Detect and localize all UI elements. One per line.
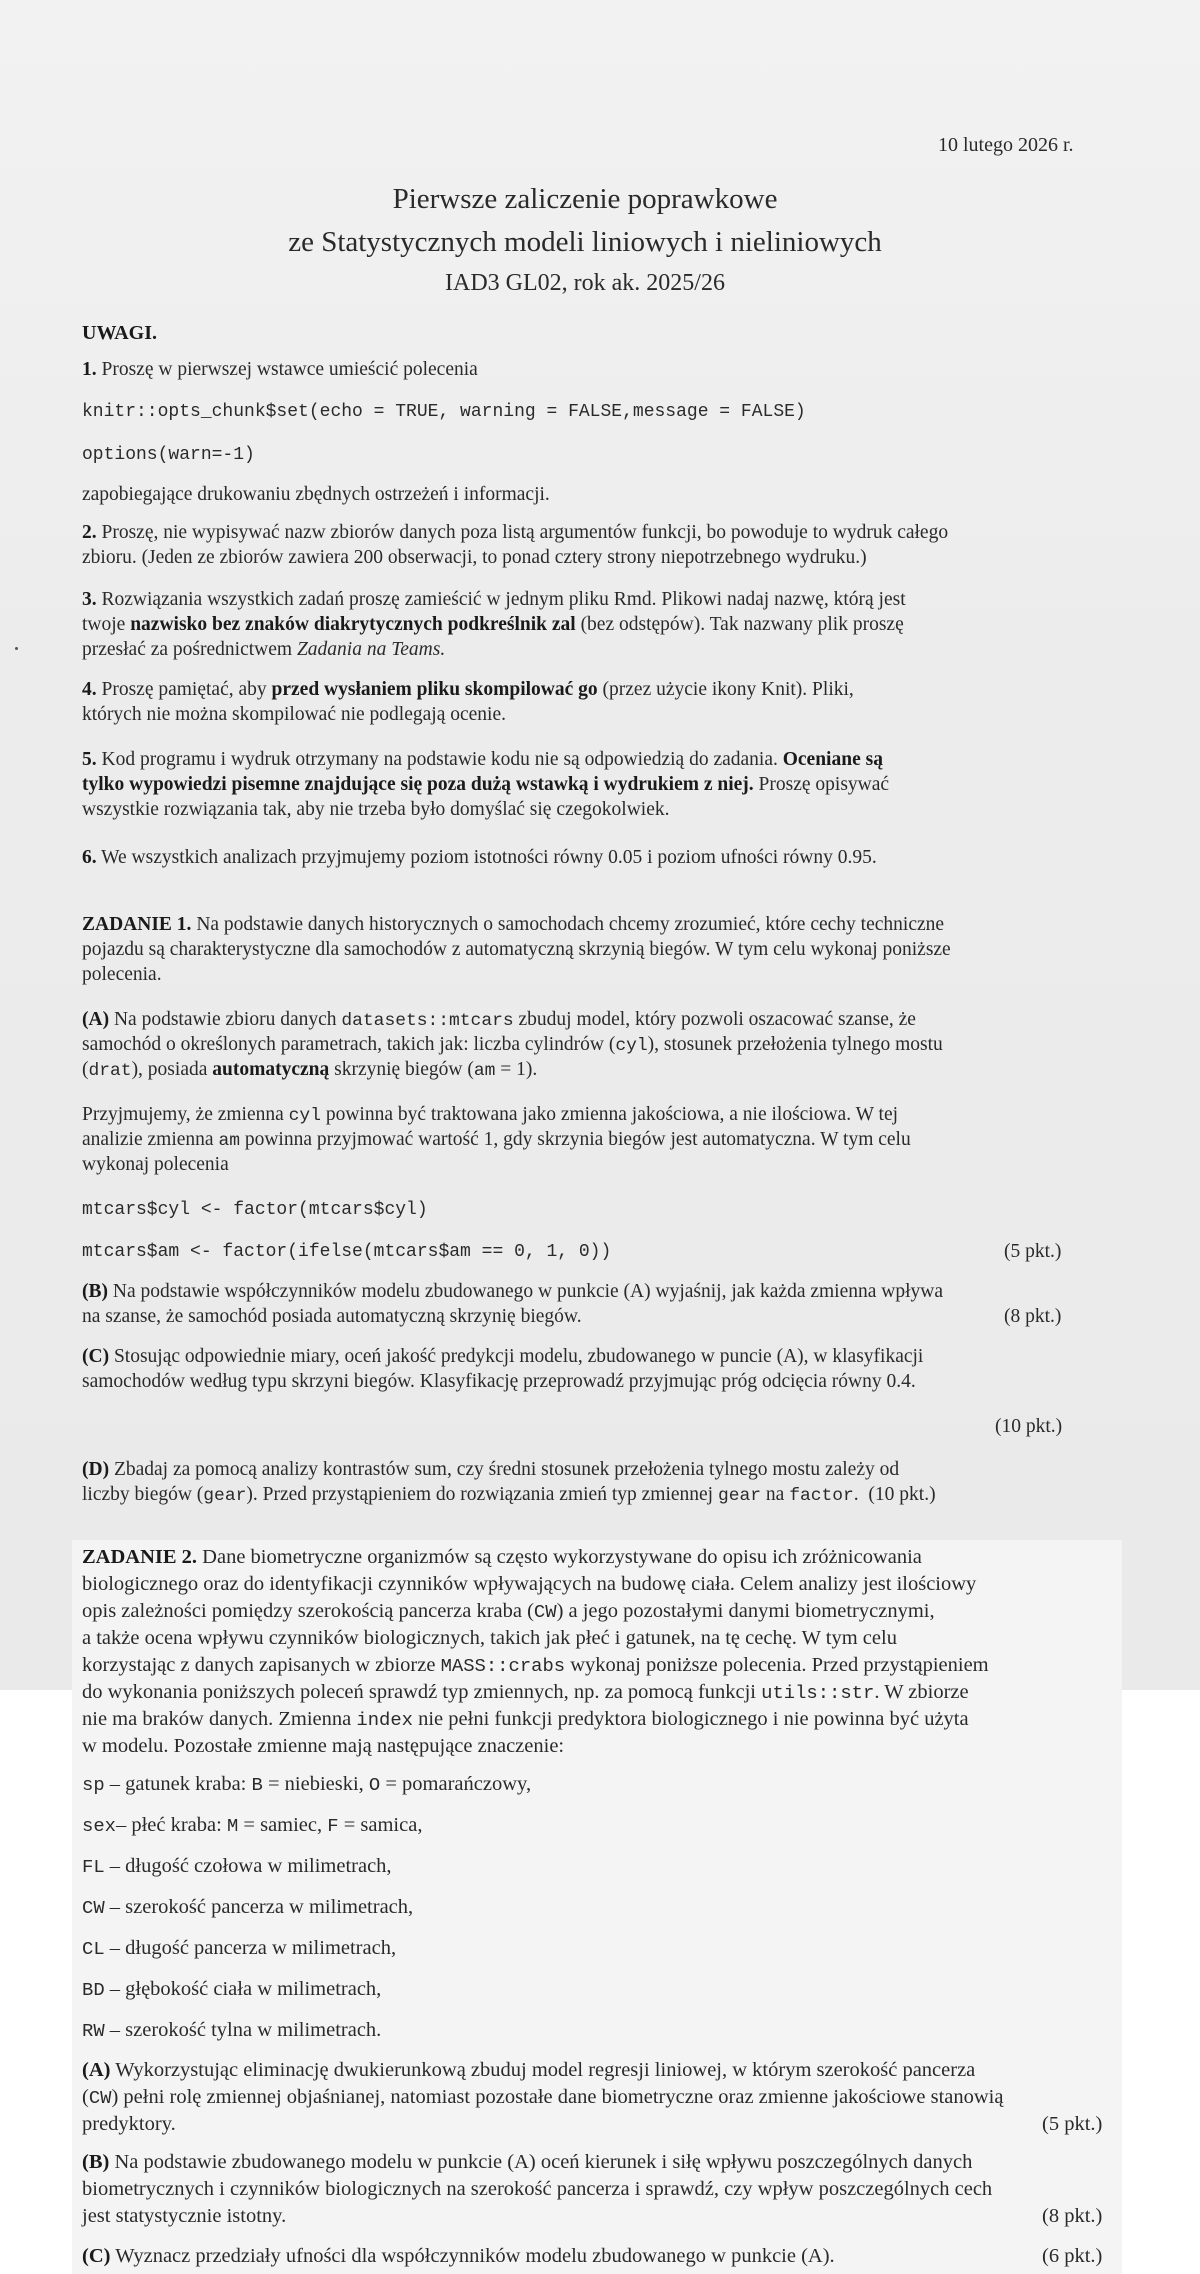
- variable-bd: [82, 1976, 381, 2003]
- variable-desc: – szerokość pancerza w milimetrach,: [104, 1896, 414, 1918]
- subtask-label: (B): [82, 2151, 110, 2173]
- variable-rw: [82, 2017, 381, 2044]
- task-2a-line-3: predyktory.: [82, 2113, 176, 2135]
- variable-cw: [82, 1894, 413, 1921]
- task-text: wykonaj poniższe polecenia. Przed przystąpieniem: [570, 1654, 989, 1676]
- code-inline: CW: [88, 2087, 112, 2109]
- variable-desc: – długość pancerza w milimetrach,: [104, 1937, 397, 1959]
- note-text: (przez użycie ikony Knit). Pliki,: [602, 679, 854, 700]
- task-text: (: [82, 2086, 89, 2108]
- task-1b-line-1: [82, 1280, 943, 1304]
- note-text: Proszę opisywać: [758, 774, 890, 795]
- code-line-cyl-factor: mtcars$cyl <- factor(mtcars$cyl): [82, 1200, 428, 1220]
- task-text: = 1).: [495, 1059, 538, 1080]
- code-inline: B: [251, 1774, 263, 1796]
- task-text: Zbadaj za pomocą analizy kontrastów sum, czy średni stosunek przełożenia tylnego mostu zależy od: [113, 1459, 900, 1480]
- task-text: Wyznacz przedziały ufności dla współczynników modelu zbudowanego w punkcie (A).: [115, 2245, 835, 2267]
- code-inline: cyl: [288, 1106, 321, 1126]
- note-5-line-2: [82, 773, 889, 797]
- task-text: ), posiada: [131, 1059, 208, 1080]
- code-inline: drat: [88, 1061, 132, 1081]
- code-inline: O: [368, 1774, 381, 1796]
- task-text: Dane biometryczne organizmów są często wykorzystywane do opisu ich zróżnicowania: [202, 1546, 922, 1568]
- task-text: nie pełni funkcji predyktora biologicznego i nie powinna być użyta: [418, 1708, 969, 1730]
- task-text: opis zależności pomiędzy szerokością pancerza kraba (: [82, 1600, 534, 1622]
- task-1-heading: ZADANIE 1.: [82, 914, 192, 935]
- note-5-line-1: [82, 748, 883, 772]
- task-2-line-3: [82, 1598, 935, 1625]
- variable-desc: – głębokość ciała w milimetrach,: [104, 1978, 382, 2000]
- note-text: twoje: [82, 614, 126, 635]
- task-text: Wykorzystując eliminację dwukierunkową zbuduj model regresji liniowej, w którym szerokość pancerza: [115, 2059, 976, 2081]
- code-line-knitr: knitr::opts_chunk$set(echo = TRUE, warning = FALSE,message = FALSE): [82, 402, 806, 422]
- code-inline: am: [473, 1061, 496, 1081]
- variable-desc: – szerokość tylna w milimetrach.: [104, 2019, 382, 2041]
- task-text: do wykonania poniższych poleceń sprawdź typ zmiennych, np. za pomocą funkcji: [82, 1681, 757, 1703]
- task-text: .: [853, 1484, 859, 1505]
- note-emphasis: Oceniane są: [782, 749, 883, 770]
- variable-code: sp: [82, 1774, 105, 1796]
- points-2c: (6 pkt.): [1042, 2245, 1103, 2267]
- variable-sp: [82, 1771, 531, 1798]
- code-inline: factor: [789, 1486, 854, 1506]
- task-2-line-5: [82, 1652, 989, 1679]
- variable-sex: [82, 1812, 422, 1839]
- code-inline: CW: [533, 1601, 557, 1623]
- task-text: liczby biegów (: [82, 1484, 204, 1505]
- code-inline: utils::str: [761, 1682, 875, 1704]
- task-1-intro-line-2: pojazdu są charakterystyczne dla samochodów z automatyczną skrzynią biegów. W tym celu wykonaj poniższe: [82, 939, 951, 960]
- code-inline: M: [226, 1815, 239, 1837]
- task-text: ) a jego pozostałymi danymi biometrycznymi,: [556, 1600, 935, 1622]
- variable-code: CW: [82, 1897, 105, 1919]
- code-inline: cyl: [615, 1036, 648, 1056]
- note-text: Proszę w pierwszej wstawce umieścić polecenia: [101, 359, 478, 380]
- task-2-line-4: a także ocena wpływu czynników biologicznych, takich jak płeć i gatunek, na tę cechę. W tym celu: [82, 1627, 897, 1649]
- code-inline: index: [356, 1709, 413, 1731]
- task-text: ). Przed przystąpieniem do rozwiązania zmień typ zmiennej: [246, 1484, 714, 1505]
- task-text: nie ma braków danych. Zmienna: [82, 1708, 352, 1730]
- subtask-label: (B): [82, 1281, 108, 1302]
- subtask-label: (C): [82, 1346, 110, 1367]
- code-inline: am: [218, 1131, 240, 1151]
- variable-code: BD: [82, 1979, 105, 2001]
- title-line-3: IAD3 GL02, rok ak. 2025/26: [445, 270, 725, 296]
- code-inline: F: [327, 1815, 339, 1837]
- task-text: Na podstawie współczynników modelu zbudowanego w punkcie (A) wyjaśnij, jak każda zmienna wpływa: [112, 1281, 944, 1302]
- subtask-label: (D): [82, 1459, 110, 1480]
- title-line-1: Pierwsze zaliczenie poprawkowe: [392, 183, 778, 215]
- task-2b-line-1: [82, 2149, 972, 2175]
- task-2-line-1: [82, 1544, 922, 1570]
- note-1-after: zapobiegające drukowaniu zbędnych ostrzeżeń i informacji.: [82, 484, 550, 505]
- variable-code: sex: [82, 1815, 116, 1837]
- task-2c-line-1: [82, 2243, 835, 2269]
- task-2a-line-2: [82, 2084, 1003, 2111]
- task-text: Na podstawie danych historycznych o samochodach chcemy zrozumieć, które cechy techniczne: [196, 914, 945, 935]
- task-text: (: [82, 1059, 89, 1080]
- task-text: analizie zmienna: [82, 1129, 214, 1150]
- task-text: Stosując odpowiednie miary, oceń jakość predykcji modelu, zbudowanego w puncie (A), w klasyfikacji: [113, 1346, 924, 1367]
- variable-code: CL: [82, 1938, 105, 1960]
- note-text: przesłać za pośrednictwem: [82, 639, 293, 660]
- points-2b: (8 pkt.): [1042, 2205, 1103, 2227]
- note-emphasis: nazwisko bez znaków diakrytycznych podkreślnik zal: [130, 614, 576, 635]
- note-6: [82, 846, 877, 870]
- note-text: We wszystkich analizach przyjmujemy poziom istotności równy 0.05 i poziom ufności równy 0.95.: [101, 847, 877, 868]
- note-number: 1.: [82, 359, 97, 380]
- note-text: Proszę pamiętać, aby: [101, 679, 267, 700]
- note-number: 4.: [82, 679, 97, 700]
- variable-desc: – płeć kraba:: [115, 1814, 227, 1836]
- note-2-line-2: zbioru. (Jeden ze zbiorów zawiera 200 obserwacji, to ponad cztery strony niepotrzebnego wydruku.): [82, 547, 867, 568]
- variable-desc: = samiec,: [238, 1814, 328, 1836]
- title-line-2: ze Statystycznych modeli liniowych i nieliniowych: [288, 226, 882, 258]
- document-date: 10 lutego 2026 r.: [938, 134, 1074, 156]
- task-text: zbuduj model, który pozwoli oszacować szanse, że: [518, 1009, 916, 1030]
- task-text: powinna być traktowana jako zmienna jakościowa, a nie ilościowa. W tej: [325, 1104, 899, 1125]
- variable-desc: = samica,: [338, 1814, 423, 1836]
- subtask-label: (A): [82, 2059, 111, 2081]
- points-1a: (5 pkt.): [1004, 1241, 1062, 1262]
- task-text: na: [765, 1484, 785, 1505]
- code-inline: datasets::mtcars: [341, 1011, 514, 1031]
- task-2-line-8: w modelu. Pozostałe zmienne mają następujące znaczenie:: [82, 1735, 565, 1757]
- variable-cl: [82, 1935, 396, 1962]
- variable-fl: [82, 1853, 392, 1880]
- code-inline: gear: [203, 1486, 247, 1506]
- task-emphasis: automatyczną: [212, 1059, 330, 1080]
- note-5-line-3: wszystkie rozwiązania tak, aby nie trzeba było domyślać się czegokolwiek.: [82, 799, 670, 820]
- task-1-assume-line-2: [82, 1128, 911, 1153]
- note-emphasis: przed wysłaniem pliku skompilować go: [271, 679, 598, 700]
- note-number: 2.: [82, 522, 97, 543]
- note-4-line-2: których nie można skompilować nie podlegają ocenie.: [82, 704, 506, 725]
- subtask-label: (C): [82, 2245, 111, 2267]
- code-inline: gear: [717, 1486, 762, 1506]
- task-text: powinna przyjmować wartość 1, gdy skrzynia biegów jest automatyczna. W tym celu: [244, 1129, 911, 1150]
- notes-heading-text: UWAGI.: [82, 322, 158, 344]
- note-text: (bez odstępów). Tak nazwany plik proszę: [580, 614, 904, 635]
- task-1b-line-2: na szanse, że samochód posiada automatyczną skrzynię biegów.: [82, 1306, 582, 1327]
- task-2b-line-3: jest statystycznie istotny.: [82, 2205, 287, 2227]
- task-text: korzystając z danych zapisanych w zbiorze: [82, 1654, 436, 1676]
- task-1c-line-2: samochodów według typu skrzyni biegów. Klasyfikację przeprowadź przyjmując próg odcięcia równy 0.4.: [82, 1371, 916, 1392]
- task-1-intro-line-1: [82, 913, 944, 937]
- task-2-line-7: [82, 1706, 969, 1733]
- note-1: [82, 358, 478, 382]
- note-3-line-1: [82, 588, 906, 612]
- points-2a: (5 pkt.): [1042, 2113, 1103, 2135]
- code-line-options: options(warn=-1): [82, 445, 255, 465]
- task-text: Na podstawie zbioru danych: [113, 1009, 337, 1030]
- note-3-line-3: [82, 638, 445, 662]
- task-2-line-6: [82, 1679, 969, 1706]
- task-2b-line-2: biometrycznych i czynników biologicznych na szerokość pancerza i sprawdź, czy wpływ poszczególnych cech: [82, 2178, 993, 2200]
- variable-desc: – gatunek kraba:: [104, 1773, 252, 1795]
- variable-code: RW: [82, 2020, 105, 2042]
- task-text: ), stosunek przełożenia tylnego mostu: [647, 1034, 943, 1055]
- note-emphasis: tylko wypowiedzi pisemne znajdujące się poza dużą wstawką i wydrukiem z niej.: [82, 774, 754, 795]
- task-1-intro-line-3: polecenia.: [82, 964, 162, 985]
- note-text: Proszę, nie wypisywać nazw zbiorów danych poza listą argumentów funkcji, bo powoduje to wydruk całego: [101, 522, 949, 543]
- note-italic: Zadania na Teams.: [296, 639, 446, 660]
- points-1b: (8 pkt.): [1004, 1306, 1062, 1327]
- points-1d: (10 pkt.): [868, 1484, 936, 1505]
- note-number: 5.: [82, 749, 97, 770]
- task-2a-line-1: [82, 2057, 975, 2083]
- task-1a-line-3: [82, 1058, 537, 1083]
- task-text: . W zbiorze: [874, 1681, 969, 1703]
- points-1c: (10 pkt.): [995, 1416, 1063, 1437]
- task-text: Przyjmujemy, że zmienna: [82, 1104, 284, 1125]
- task-text: samochód o określonych parametrach, takich jak: liczba cylindrów (: [82, 1034, 616, 1055]
- task-1-assume-line-1: [82, 1103, 898, 1128]
- note-3-line-2: [82, 613, 904, 637]
- variable-desc: = pomarańczowy,: [380, 1773, 532, 1795]
- task-1a-line-2: [82, 1033, 943, 1058]
- variable-desc: – długość czołowa w milimetrach,: [104, 1855, 392, 1877]
- task-1d-line-2: [82, 1483, 936, 1508]
- note-text: Kod programu i wydruk otrzymany na podstawie kodu nie są odpowiedzią do zadania.: [101, 749, 778, 770]
- scan-speck: [15, 647, 18, 650]
- variable-code: FL: [82, 1856, 105, 1878]
- task-text: skrzynię biegów (: [334, 1059, 474, 1080]
- note-text: Rozwiązania wszystkich zadań proszę zamieścić w jednym pliku Rmd. Plikowi nadaj nazwę, którą jest: [101, 589, 906, 610]
- task-1a-line-1: [82, 1008, 916, 1033]
- note-number: 6.: [82, 847, 97, 868]
- task-1c-line-1: [82, 1345, 923, 1369]
- code-inline: MASS::crabs: [440, 1655, 566, 1677]
- note-number: 3.: [82, 589, 97, 610]
- task-text: ) pełni rolę zmiennej objaśnianej, natomiast pozostałe dane biometryczne oraz zmienne jakościowe stanowią: [111, 2086, 1004, 2108]
- task-text: Na podstawie zbudowanego modelu w punkcie (A) oceń kierunek i siłę wpływu poszczególnych danych: [114, 2151, 973, 2173]
- note-2-line-1: [82, 521, 948, 545]
- note-4-line-1: [82, 678, 854, 702]
- subtask-label: (A): [82, 1009, 110, 1030]
- task-1-assume-line-3: wykonaj polecenia: [82, 1154, 229, 1175]
- code-line-am-factor: mtcars$am <- factor(ifelse(mtcars$am == 0, 1, 0)): [82, 1242, 612, 1262]
- notes-heading: [82, 321, 157, 345]
- variable-desc: = niebieski,: [262, 1773, 369, 1795]
- task-2-heading: ZADANIE 2.: [82, 1546, 198, 1568]
- task-2-line-2: biologicznego oraz do identyfikacji czynników wpływających na budowę ciała. Celem analizy jest ilościowy: [82, 1573, 977, 1595]
- task-1d-line-1: [82, 1458, 899, 1482]
